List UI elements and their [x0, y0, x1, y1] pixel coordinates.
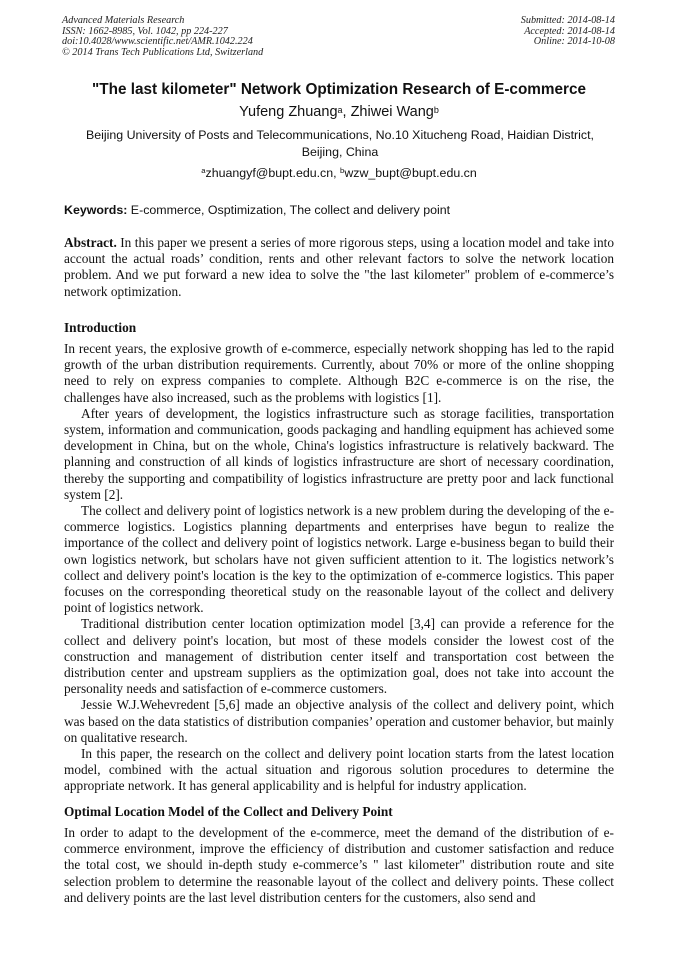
body-paragraph: After years of development, the logistics infrastructure such as storage facilities, transportation system, information and communication, goods packaging and handling equipment has achieved some development in China, but on the whole, China's logistics infrastructure is relatively backward. The planning and construction of all kinds of logistics infrastructure are short of necessary coordination, thereby the supporting and compatibility of logistics infrastructure are pretty poor and lack functional system [2]. [64, 405, 614, 502]
journal-header-right [521, 16, 615, 48]
author-marker: b [433, 104, 439, 115]
body-paragraph: Jessie W.J.Wehevredent [5,6] made an objective analysis of the collect and delivery point, which was based on the data statistics of distribution companies’ operation and customer behavior, but mainly on qualitative research. [64, 697, 614, 745]
section-heading-optimal-location-model: Optimal Location Model of the Collect and Delivery Point [64, 804, 393, 819]
copyright-line: © 2014 Trans Tech Publications Ltd, Switzerland [62, 46, 264, 58]
author-name: Yufeng Zhuang [239, 104, 338, 120]
issn-line: ISSN: 1662-8985, Vol. 1042, pp 224-227 [62, 25, 228, 37]
email-line [0, 164, 678, 182]
body-paragraph: Traditional distribution center location optimization model [3,4] can provide a reference for the collect and delivery point's location, but most of these models consider the lowest cost of the construction and management of distribution center itself and transportation cost between the distribution center and upstream suppliers as the optimization goal, does not take into account the personality needs and satisfaction of e-commerce customers. [64, 616, 614, 697]
abstract-label: Abstract. [64, 235, 117, 250]
email-marker: a [201, 166, 206, 176]
author-line [0, 103, 678, 121]
author-marker: a [337, 104, 343, 115]
introduction-body [64, 341, 614, 795]
journal-name: Advanced Materials Research [62, 15, 185, 26]
submitted-date: Submitted: 2014-08-14 [520, 15, 615, 26]
paper-title: "The last kilometer" Network Optimization Research of E-commerce [92, 81, 586, 98]
body-paragraph: In this paper, the research on the collect and delivery point location starts from the latest location model, combined with the actual situation and rigorous solution procedures to determine the appropriate network. It has general applicability and is helpful for industry application. [64, 746, 614, 794]
body-paragraph: The collect and delivery point of logistics network is a new problem during the developing of the e-commerce logistics. Logistics planning departments and enterprises have begun to realize the importance of the collect and delivery point of logistics network. Large e-business began to build their own logistics network, but scholars have not given sufficient attention to it. The logistics network’s collect and delivery point's location is the key to the optimization of e-commerce logistics. This paper focuses on the corresponding theoretical study on the reasonable layout of the collect and delivery point of logistics network. [64, 503, 614, 616]
abstract-text: In this paper we present a series of more rigorous steps, using a location model and take into account the actual roads’ condition, rents and other relevant factors to solve the network location problem. And we put forward a new idea to solve the "the last kilometer" problem of e-commerce’s network optimization. [64, 235, 614, 299]
email-marker: b [340, 166, 345, 176]
author-separator: , [342, 104, 351, 120]
affiliation: Beijing University of Posts and Telecommunications, No.10 Xitucheng Road, Haidian District, Beijing, China [85, 128, 595, 159]
keywords [64, 202, 450, 218]
doi-line: doi:10.4028/www.scientific.net/AMR.1042.224 [62, 36, 253, 48]
email-address: wzw_bupt@bupt.edu.cn [344, 166, 477, 180]
keywords-label: Keywords: [64, 203, 128, 217]
section-heading-introduction: Introduction [64, 320, 137, 335]
online-date: Online: 2014-10-08 [533, 36, 615, 48]
author-name: Zhiwei Wang [350, 104, 434, 120]
journal-header-left [62, 16, 263, 58]
abstract [64, 235, 614, 300]
body-paragraph: In order to adapt to the development of the e-commerce, meet the demand of the distribution of e-commerce environment, improve the efficiency of distribution and customer satisfaction and reduce the total cost, we should in-depth study e-commerce’s " last kilometer" distribution route and site selection problem to determine the reasonable layout of the collect and delivery points. These collect and delivery points are the last level distribution centers for the customers, also send and [64, 825, 614, 905]
model-body [64, 825, 614, 906]
keywords-text: E-commerce, Osptimization, The collect and delivery point [127, 203, 451, 217]
abstract-paragraph [64, 235, 614, 300]
body-paragraph: In recent years, the explosive growth of e-commerce, especially network shopping has led to the rapid growth of the urban distribution requirements. Currently, about 70% or more of the online shopping need to rely on express companies to complete. Although B2C e-commerce is on the rise, the challenges have also increased, such as the problems with logistics [1]. [64, 341, 614, 405]
email-address: zhuangyf@bupt.edu.cn, [205, 166, 341, 180]
accepted-date: Accepted: 2014-08-14 [524, 25, 615, 37]
